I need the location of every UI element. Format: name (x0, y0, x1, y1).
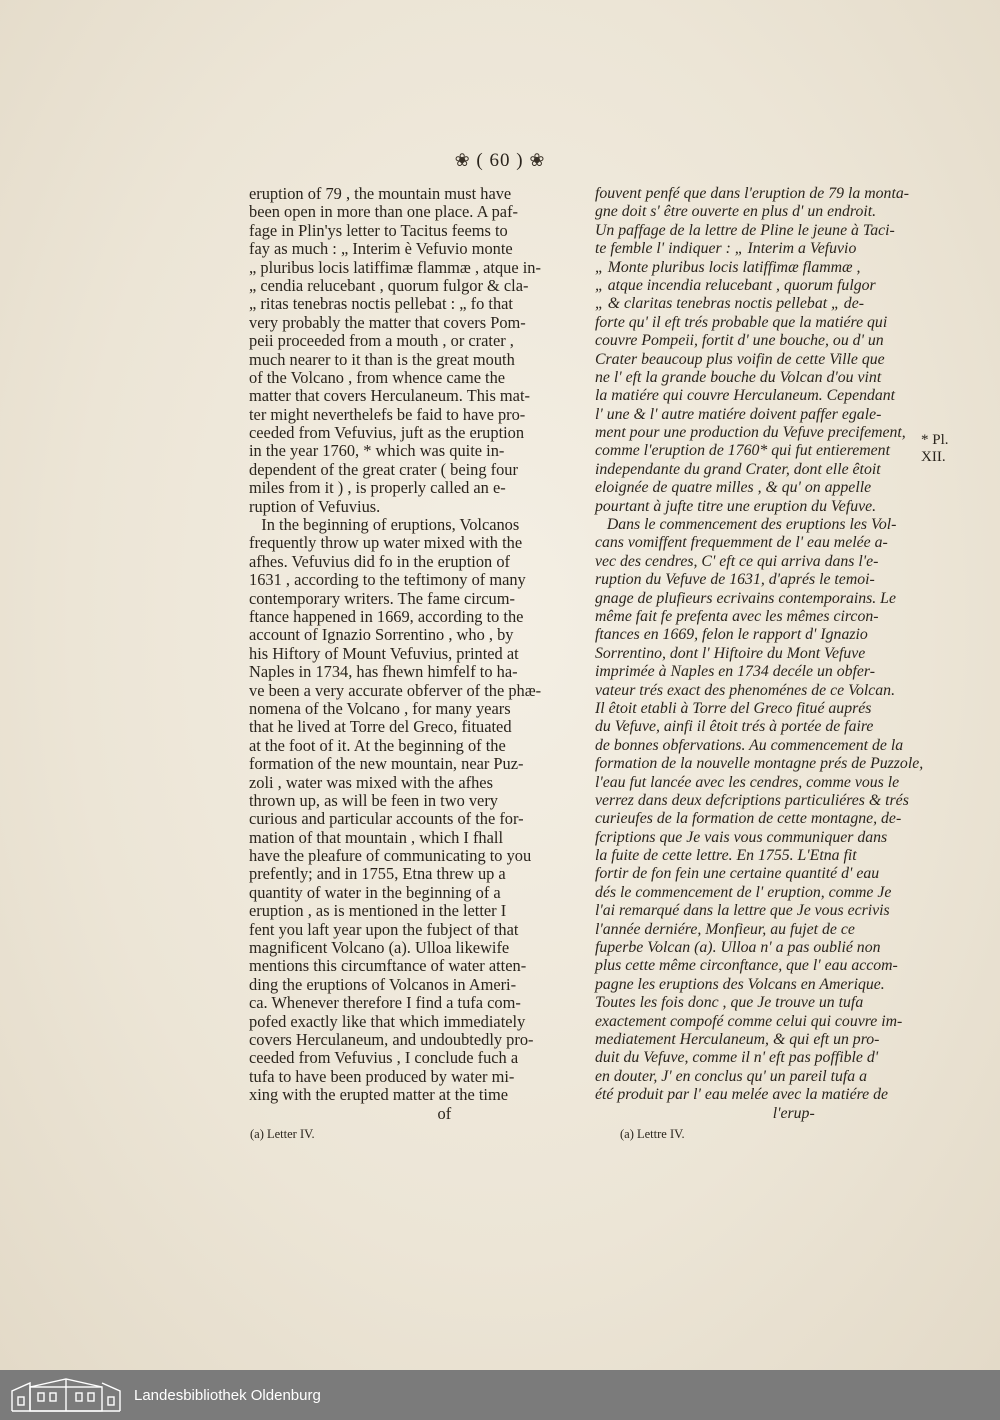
english-text-line: account of Ignazio Sorrentino , who , by (249, 625, 514, 645)
english-text-line: frequently throw up water mixed with the (249, 533, 523, 553)
page-number: ( 60 ) (476, 150, 524, 171)
french-text-line: l'ai remarqué dans la lettre que Je vous ecrivis (595, 902, 890, 920)
english-footnote: (a) Letter IV. (250, 1127, 315, 1141)
french-text-column (595, 185, 925, 1123)
french-footnote: (a) Lettre IV. (620, 1127, 685, 1141)
english-text-line: ceeded from Vefuvius , I conclude fuch a (249, 1048, 519, 1068)
english-text-line: peii proceeded from a mouth , or crater , (249, 331, 514, 351)
french-text-line: de bonnes obfervations. Au commencement de la (595, 736, 904, 754)
plate-reference-note (921, 432, 949, 466)
english-text-column (249, 185, 569, 1123)
english-text-line: „ pluribus locis latiffimæ flammæ , atque in- (249, 257, 541, 277)
english-text-line: in the year 1760, * which was quite in- (249, 441, 505, 461)
english-text-line: been open in more than one place. A paf- (249, 202, 518, 222)
french-text-line: curieufes de la formation de cette montagne, de- (595, 810, 902, 828)
french-text-line: couvre Pompeii, fortit d' une bouche, ou d' un (595, 332, 884, 350)
english-text-line: have the pleafure of communicating to you (249, 846, 532, 866)
english-text-line: nomena of the Volcano , for many years (249, 698, 511, 718)
french-text-line: du Vefuve, ainfi il êtoit trés à portée de faire (595, 718, 874, 736)
french-text-line: formation de la nouvelle montagne prés de Puzzole, (595, 755, 924, 773)
english-text-line: zoli , water was mixed with the afhes (249, 772, 493, 792)
english-text-line: pofed exactly like that which immediately (249, 1011, 526, 1031)
french-text-line: forte qu' il eft trés probable que la matiére qui (595, 313, 888, 331)
english-text-line: ter might neverthelefs be faid to have pro- (249, 404, 526, 424)
english-text-line: ding the eruptions of Volcanos in Ameri- (249, 974, 517, 994)
french-text-line: été produit par l' eau melée avec la matiére de (595, 1086, 889, 1104)
french-text-line: vec des cendres, C' eft ce qui arriva dans l'e- (595, 552, 879, 570)
english-text-line: much nearer to it than is the great mouth (249, 349, 515, 369)
french-text-line: la fuite de cette lettre. En 1755. L'Etna fit (595, 847, 857, 865)
french-text-line: independante du grand Crater, dont elle êtoit (595, 460, 881, 478)
english-text-line: afhes. Vefuvius did fo in the eruption of (249, 551, 510, 571)
french-text-line: l'année derniére, Monfieur, au fujet de ce (595, 920, 855, 938)
english-text-line: of the Volcano , from whence came the (249, 367, 506, 387)
french-text-line: fcriptions que Je vais vous communiquer dans (595, 828, 888, 846)
english-text-line: ca. Whenever therefore I find a tufa com- (249, 993, 521, 1013)
library-name: Landesbibliothek Oldenburg (134, 1386, 321, 1404)
english-text-line: his Hiftory of Mount Vefuvius, printed at (249, 643, 519, 663)
french-text-line: en douter, J' en conclus qu' un pareil tufa a (595, 1067, 868, 1085)
french-text-line: Toutes les fois donc , que Je trouve un tufa (595, 994, 864, 1012)
english-text-line: matter that covers Herculaneum. This mat- (249, 386, 530, 406)
english-text-line: contemporary writers. The fame circum- (249, 588, 515, 608)
page-header (0, 150, 1000, 172)
french-text-line: l'eau fut lancée avec les cendres, comme vous le (595, 773, 900, 791)
english-text-line: magnificent Volcano (a). Ulloa likewife (249, 938, 510, 958)
french-text-line: fouvent penfé que dans l'eruption de 79 la monta- (595, 185, 909, 202)
french-text-line: cans vomiffent frequemment de l' eau melée a- (595, 534, 888, 552)
english-text-line: fay as much : „ Interim è Vefuvio monte (249, 239, 513, 259)
french-text-line: Dans le commencement des eruptions les Vol- (595, 516, 897, 534)
french-text-line: gnage de plufieurs ecrivains contemporains. Le (595, 589, 896, 607)
french-text-line: Sorrentino, dont l' Hiftoire du Mont Vefuve (595, 644, 866, 662)
english-text-line: miles from it ) , is properly called an e- (249, 478, 506, 498)
english-text-line: fent you laft year upon the fubject of that (249, 919, 519, 939)
french-text-line: pagne les eruptions des Volcans en Amerique. (595, 975, 885, 993)
english-text-line: eruption of 79 , the mountain must have (249, 184, 512, 203)
english-text-line: 1631 , according to the teftimony of many (249, 570, 526, 590)
plate-marker: * Pl. (921, 432, 949, 448)
english-text-line: ve been a very accurate obferver of the phæ- (249, 680, 542, 700)
french-text-line: même fait fe prefenta avec les mêmes circon- (595, 607, 879, 625)
english-text-line: mentions this circumftance of water atten- (249, 956, 527, 976)
english-text-line: that he lived at Torre del Greco, fituated (249, 717, 512, 737)
french-text-line: fortir de fon fein une certaine quantité d' eau (595, 865, 880, 883)
english-text-line: „ cendia relucebant , quorum fulgor & cla- (249, 275, 529, 295)
plate-number: XII. (921, 449, 946, 465)
french-text-line: pourtant à jufte titre une eruption du Vefuve. (595, 497, 877, 515)
french-text-line: Un paffage de la lettre de Pline le jeune à Taci- (595, 221, 895, 239)
english-text-line: at the foot of it. At the beginning of the (249, 735, 506, 755)
english-text-line: mation of that mountain , which I fhall (249, 827, 503, 847)
french-text-line: exactement compofé comme celui qui couvre im- (595, 1012, 903, 1030)
english-text-line: xing with the erupted matter at the time (249, 1085, 508, 1105)
english-text-line: ftance happened in 1669, according to the (249, 606, 524, 626)
french-text-line: „ Monte pluribus locis latiffimæ flammæ , (595, 258, 861, 276)
english-text-line: tufa to have been produced by water mi- (249, 1066, 515, 1086)
french-text-line: mediatement Herculaneum, & qui eft un pro- (595, 1030, 880, 1048)
english-text-line: ruption of Vefuvius. (249, 496, 381, 516)
french-text-line: duit du Vefuve, comme il n' eft pas poffible d' (595, 1049, 879, 1067)
french-text-line: ftances en 1669, felon le rapport d' Ignazio (595, 626, 868, 644)
english-text-line: very probably the matter that covers Pom- (249, 312, 526, 332)
library-building-icon (10, 1377, 122, 1413)
english-text-line: thrown up, as will be feen in two very (249, 790, 498, 810)
english-text-line: fage in Plin'ys letter to Tacitus feems to (249, 220, 508, 240)
english-text-line: of (249, 1103, 452, 1123)
english-text-line: Naples in 1734, has fhewn himfelf to ha- (249, 662, 518, 682)
french-text-line: fuperbe Volcan (a). Ulloa n' a pas oublié non (595, 939, 881, 957)
french-text-line: ment pour une production du Vefuve precifement, (595, 424, 906, 442)
french-text-line: plus cette même circonftance, que l' eau accom- (595, 957, 898, 975)
french-text-line: Il êtoit etabli à Torre del Greco fitué auprés (595, 699, 872, 717)
french-text-line: „ & claritas tenebras noctis pellebat „ de- (595, 295, 864, 313)
french-text-line: ruption du Vefuve de 1631, d'aprés le temoi- (595, 571, 875, 589)
english-text-line: eruption , as is mentioned in the letter I (249, 901, 507, 921)
library-footer-bar (0, 1370, 1000, 1420)
french-text-line: ne l' eft la grande bouche du Volcan d'ou vint (595, 368, 882, 386)
french-text-line: „ atque incendia relucebant , quorum fulgor (595, 276, 876, 294)
french-text-line: vateur trés exact des phenoménes de ce Volcan. (595, 681, 896, 699)
english-text-line: curious and particular accounts of the for- (249, 809, 524, 829)
french-text-line: verrez dans deux defcriptions particuliéres & trés (595, 791, 909, 809)
french-text-line: Crater beaucoup plus voifin de cette Ville que (595, 350, 885, 368)
french-text-line: comme l'eruption de 1760* qui fut entierement (595, 442, 890, 460)
english-text-line: prefently; and in 1755, Etna threw up a (249, 864, 506, 884)
english-text-line: covers Herculaneum, and undoubtedly pro- (249, 1029, 534, 1049)
french-text-line: l' une & l' autre matiére doivent paffer egale- (595, 405, 882, 423)
french-text-line: l'erup- (595, 1104, 815, 1122)
right-ornament: ❀ (529, 150, 546, 170)
french-text-line: la matiére qui couvre Herculaneum. Cependant (595, 387, 896, 405)
french-text-line: dés le commencement de l' eruption, comme Je (595, 883, 892, 901)
french-text-line: gne doit s' être ouverte en plus d' un endroit. (595, 203, 877, 221)
english-text-line: formation of the new mountain, near Puz- (249, 754, 524, 774)
english-text-line: ceeded from Vefuvius, juft as the eruption (249, 423, 525, 443)
english-text-line: In the beginning of eruptions, Volcanos (249, 515, 520, 535)
french-text-line: imprimée à Naples en 1734 decéle un obfer- (595, 663, 876, 681)
english-text-line: „ ritas tenebras noctis pellebat : „ fo that (249, 294, 513, 314)
left-ornament: ❀ (454, 150, 471, 170)
french-text-line: eloignée de quatre milles , & qu' on appelle (595, 479, 872, 497)
english-text-line: dependent of the great crater ( being four (249, 459, 518, 479)
english-text-line: quantity of water in the beginning of a (249, 882, 501, 902)
french-text-line: te femble l' indiquer : „ Interim a Vefuvio (595, 240, 857, 258)
